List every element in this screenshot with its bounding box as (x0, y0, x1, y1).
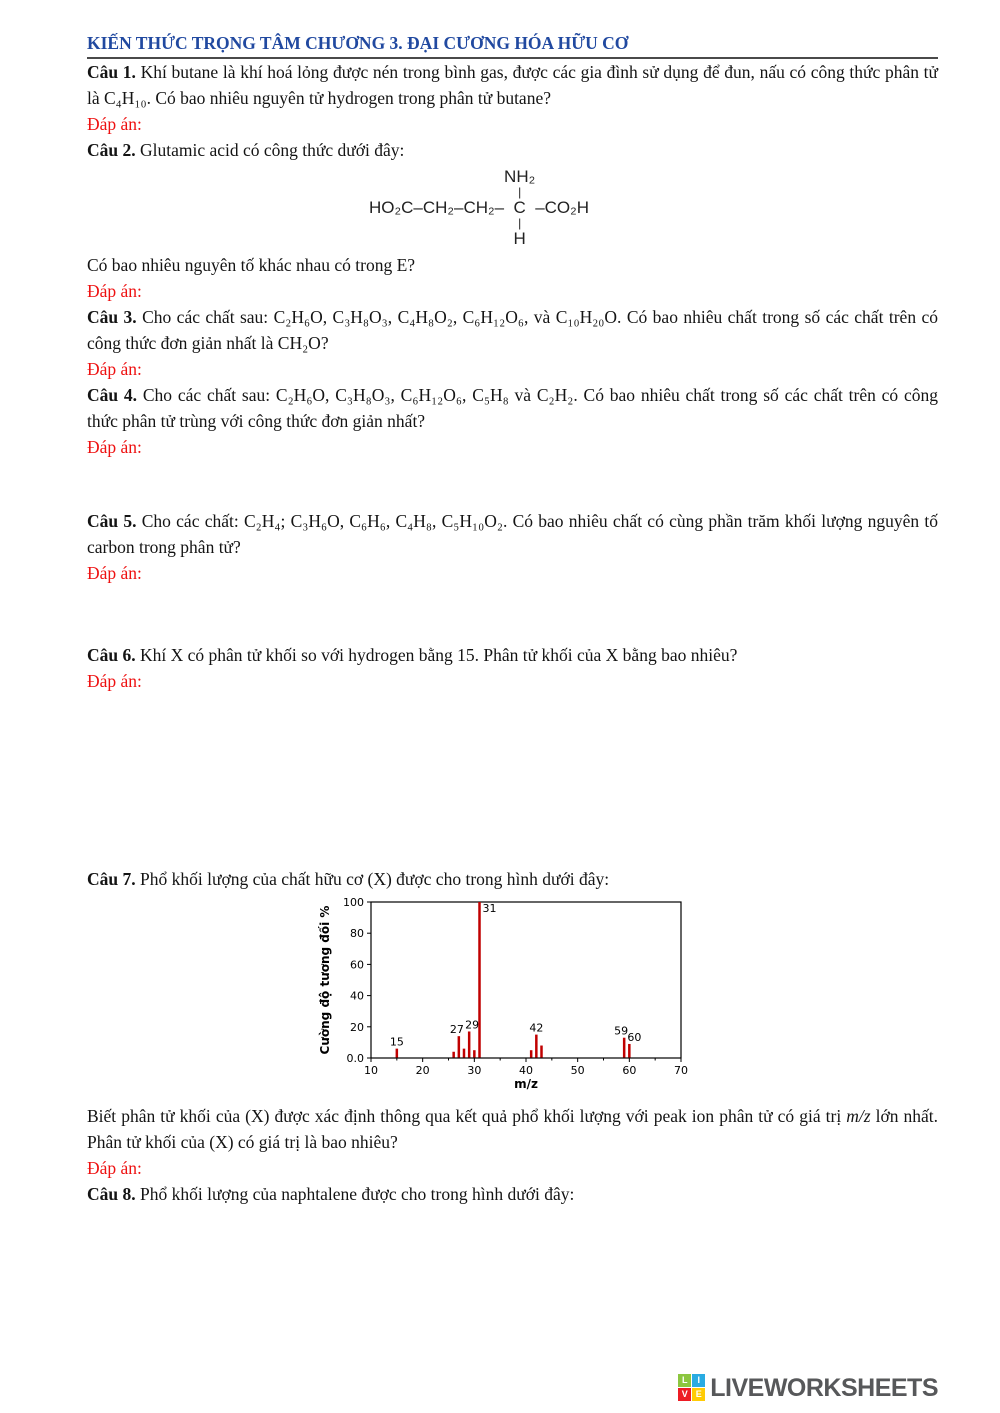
question-7-number: Câu 7. (87, 869, 136, 889)
svg-text:40: 40 (519, 1064, 533, 1077)
logo-square-l: L (678, 1374, 691, 1387)
svg-text:60: 60 (350, 958, 364, 972)
svg-text:50: 50 (570, 1064, 585, 1077)
question-3-text: Cho các chất sau: C₂H₆O, C₃H₈O₃, C₄H₈O₂, C₆H₁₂O₆, và C₁₀H₂₀O. Có bao nhiêu chất trong số các chất trên có công thức đơn giản nhất là CH₂O? (87, 307, 939, 353)
question-7-intro: Phổ khối lượng của chất hữu cơ (X) được cho trong hình dưới đây: (140, 869, 610, 889)
question-7-paragraph (87, 866, 938, 892)
question-7-followup-pre: Biết phân tử khối của (X) được xác định thông qua kết quả phổ khối lượng với peak ion phân tử có giá trị (87, 1106, 847, 1126)
svg-text:15: 15 (389, 1035, 404, 1049)
svg-text:m/z: m/z (514, 1077, 538, 1091)
svg-text:100: 100 (343, 896, 364, 909)
svg-text:60: 60 (627, 1030, 642, 1044)
answer-label-q1: Đáp án: (87, 114, 142, 134)
question-5 (87, 508, 938, 586)
question-8-paragraph (87, 1181, 938, 1207)
logo-square-v: V (678, 1388, 691, 1401)
question-1 (87, 59, 938, 137)
question-4-number: Câu 4. (87, 385, 138, 405)
question-3 (87, 304, 938, 382)
question-5-number: Câu 5. (87, 511, 137, 531)
svg-text:Cường độ tương đối %: Cường độ tương đối % (318, 905, 332, 1055)
liveworksheets-brand-text: LIVEWORKSHEETS (710, 1373, 938, 1402)
question-7-followup-post: lớn nhất. Phân tử khối của (X) có giá trị là bao nhiêu? (87, 1106, 939, 1152)
liveworksheets-logo-icon (678, 1374, 705, 1401)
svg-text:31: 31 (482, 902, 497, 915)
svg-text:29: 29 (465, 1018, 480, 1032)
answer-label-q3: Đáp án: (87, 359, 142, 379)
question-2-intro: Glutamic acid có công thức dưới đây: (140, 140, 405, 160)
logo-square-e: E (692, 1388, 705, 1401)
question-8-number: Câu 8. (87, 1184, 136, 1204)
question-4-paragraph (87, 382, 938, 434)
structure-bond-top: | (518, 185, 522, 199)
question-6 (87, 642, 938, 694)
mz-italic: m/z (846, 1106, 871, 1126)
question-7 (87, 866, 938, 1181)
svg-text:20: 20 (350, 1020, 364, 1034)
structure-chain-right: –CO₂H (535, 197, 590, 217)
question-8-text: Phổ khối lượng của naphtalene được cho trong hình dưới đây: (140, 1184, 575, 1204)
svg-text:30: 30 (467, 1064, 482, 1077)
answer-label-q5: Đáp án: (87, 563, 142, 583)
liveworksheets-logo (678, 1374, 938, 1401)
svg-text:80: 80 (350, 927, 364, 941)
answer-label-q2: Đáp án: (87, 281, 142, 301)
logo-square-i: I (692, 1374, 705, 1387)
question-6-paragraph (87, 642, 938, 668)
question-3-paragraph (87, 304, 938, 356)
svg-text:20: 20 (415, 1064, 430, 1077)
question-1-text: Khí butane là khí hoá lỏng được nén trong bình gas, được các gia đình sử dụng để đun, nấu có công thức phân tử là C₄H₁₀. Có bao nhiêu nguyên tử hydrogen trong phân tử butane? (87, 62, 939, 108)
svg-text:60: 60 (622, 1064, 637, 1077)
glutamic-acid-structure (369, 167, 589, 248)
mass-spectrum-chart (315, 894, 695, 1101)
svg-text:10: 10 (364, 1064, 378, 1077)
question-7-followup (87, 1103, 938, 1155)
structure-row (369, 167, 589, 248)
answer-space-q4 (87, 460, 938, 508)
question-8 (87, 1181, 938, 1207)
question-2-number: Câu 2. (87, 140, 136, 160)
structure-bond-bottom: | (518, 216, 522, 230)
question-2-followup: Có bao nhiêu nguyên tố khác nhau có trong E? (87, 255, 416, 275)
svg-text:27: 27 (449, 1023, 464, 1037)
page-title: KIẾN THỨC TRỌNG TÂM CHƯƠNG 3. ĐẠI CƯƠNG HÓA HỮU CƠ (87, 30, 938, 59)
svg-text:59: 59 (614, 1024, 629, 1038)
answer-space-q5 (87, 586, 938, 642)
question-2 (87, 137, 938, 304)
question-3-number: Câu 3. (87, 307, 137, 327)
answer-label-q7: Đáp án: (87, 1158, 142, 1178)
question-5-paragraph (87, 508, 938, 560)
question-4 (87, 382, 938, 460)
question-6-text: Khí X có phân tử khối so với hydrogen bằng 15. Phân tử khối của X bằng bao nhiêu? (140, 645, 738, 665)
structure-hydrogen: H (513, 229, 526, 248)
question-1-number: Câu 1. (87, 62, 136, 82)
structure-central-stack (504, 167, 535, 248)
svg-text:42: 42 (529, 1021, 544, 1035)
answer-label-q6: Đáp án: (87, 671, 142, 691)
question-4-text: Cho các chất sau: C₂H₆O, C₃H₈O₃, C₆H₁₂O₆, C₅H₈ và C₂H₂. Có bao nhiêu chất trong số các chất trên có công thức phân tử trùng với công thức đơn giản nhất? (87, 385, 939, 431)
svg-text:0.0: 0.0 (346, 1052, 364, 1065)
footer (678, 1374, 938, 1401)
mass-spectrum-svg (315, 894, 695, 1094)
question-5-text: Cho các chất: C₂H₄; C₃H₆O, C₆H₆, C₄H₈, C₅H₁₀O₂. Có bao nhiêu chất có cùng phần trăm khối lượng nguyên tố carbon trong phân tử? (87, 511, 938, 557)
structure-amino-group: NH₂ (504, 167, 536, 186)
question-2-paragraph (87, 137, 938, 163)
svg-text:40: 40 (350, 989, 364, 1003)
structure-central-atom: C (513, 198, 526, 217)
structure-chain-left: HO₂C–CH₂–CH₂– (369, 197, 505, 217)
question-1-paragraph (87, 59, 938, 111)
answer-label-q4: Đáp án: (87, 437, 142, 457)
svg-text:70: 70 (674, 1064, 688, 1077)
question-6-number: Câu 6. (87, 645, 136, 665)
answer-space-q6 (87, 694, 938, 866)
